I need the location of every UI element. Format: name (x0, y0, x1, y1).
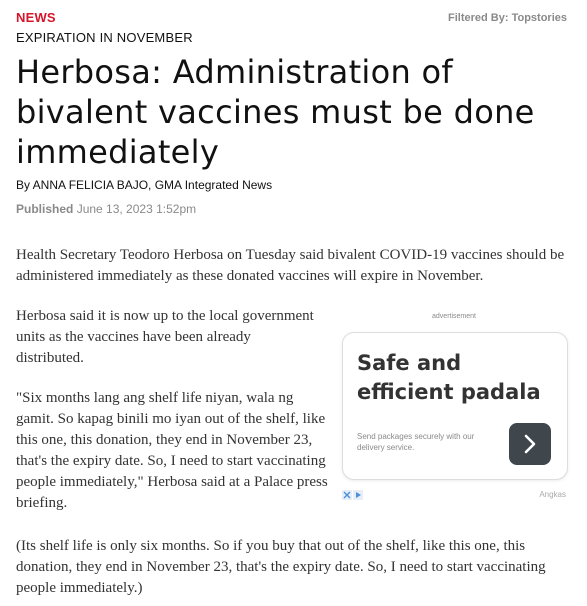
ad-go-button[interactable] (509, 423, 551, 465)
ad-brand: Angkas (539, 490, 566, 499)
ad-title: Safe and efficient padala (357, 351, 541, 404)
published-date: June 13, 2023 1:52pm (76, 202, 197, 216)
top-bar (16, 10, 567, 28)
article-headline: Herbosa: Administration of bivalent vaccines must be done immediately (16, 53, 535, 171)
article-byline: By ANNA FELICIA BAJO, GMA Integrated News (16, 178, 273, 192)
advertisement-label: advertisement (432, 313, 476, 320)
article-paragraph: (Its shelf life is only six months. So if you buy that out of the shelf, like this one, this donation, they end in November 23, that's the expiry date. So, I need to start vaccinating people immediately.) (16, 538, 546, 596)
filtered-by-label: Filtered By: Topstories (448, 12, 567, 24)
chevron-right-icon (521, 434, 539, 454)
adchoices-icon[interactable] (342, 490, 364, 500)
article-paragraph: Health Secretary Teodoro Herbosa on Tuesday said bivalent COVID-19 vaccines should be administered immediately as these donated vaccines will expire in November. (16, 247, 565, 284)
ad-subtitle: Send packages securely with our delivery service. (357, 432, 475, 452)
published-label: Published (16, 202, 74, 216)
article-paragraph: Herbosa said it is now up to the local government units as the vaccines have been already distributed. (16, 308, 314, 366)
published-info (16, 202, 196, 216)
ad-card[interactable] (342, 332, 568, 480)
section-label[interactable]: NEWS (16, 10, 56, 25)
article-paragraph: "Six months lang ang shelf life niyan, wala ng gamit. So kapag binili mo iyan out of the shelf, like this one, this donation, they end in November 23, that's the expiry date. So, I need to start vaccinating people immediately," Herbosa said at a Palace press briefing. (16, 390, 328, 511)
article-kicker: EXPIRATION IN NOVEMBER (16, 30, 193, 45)
